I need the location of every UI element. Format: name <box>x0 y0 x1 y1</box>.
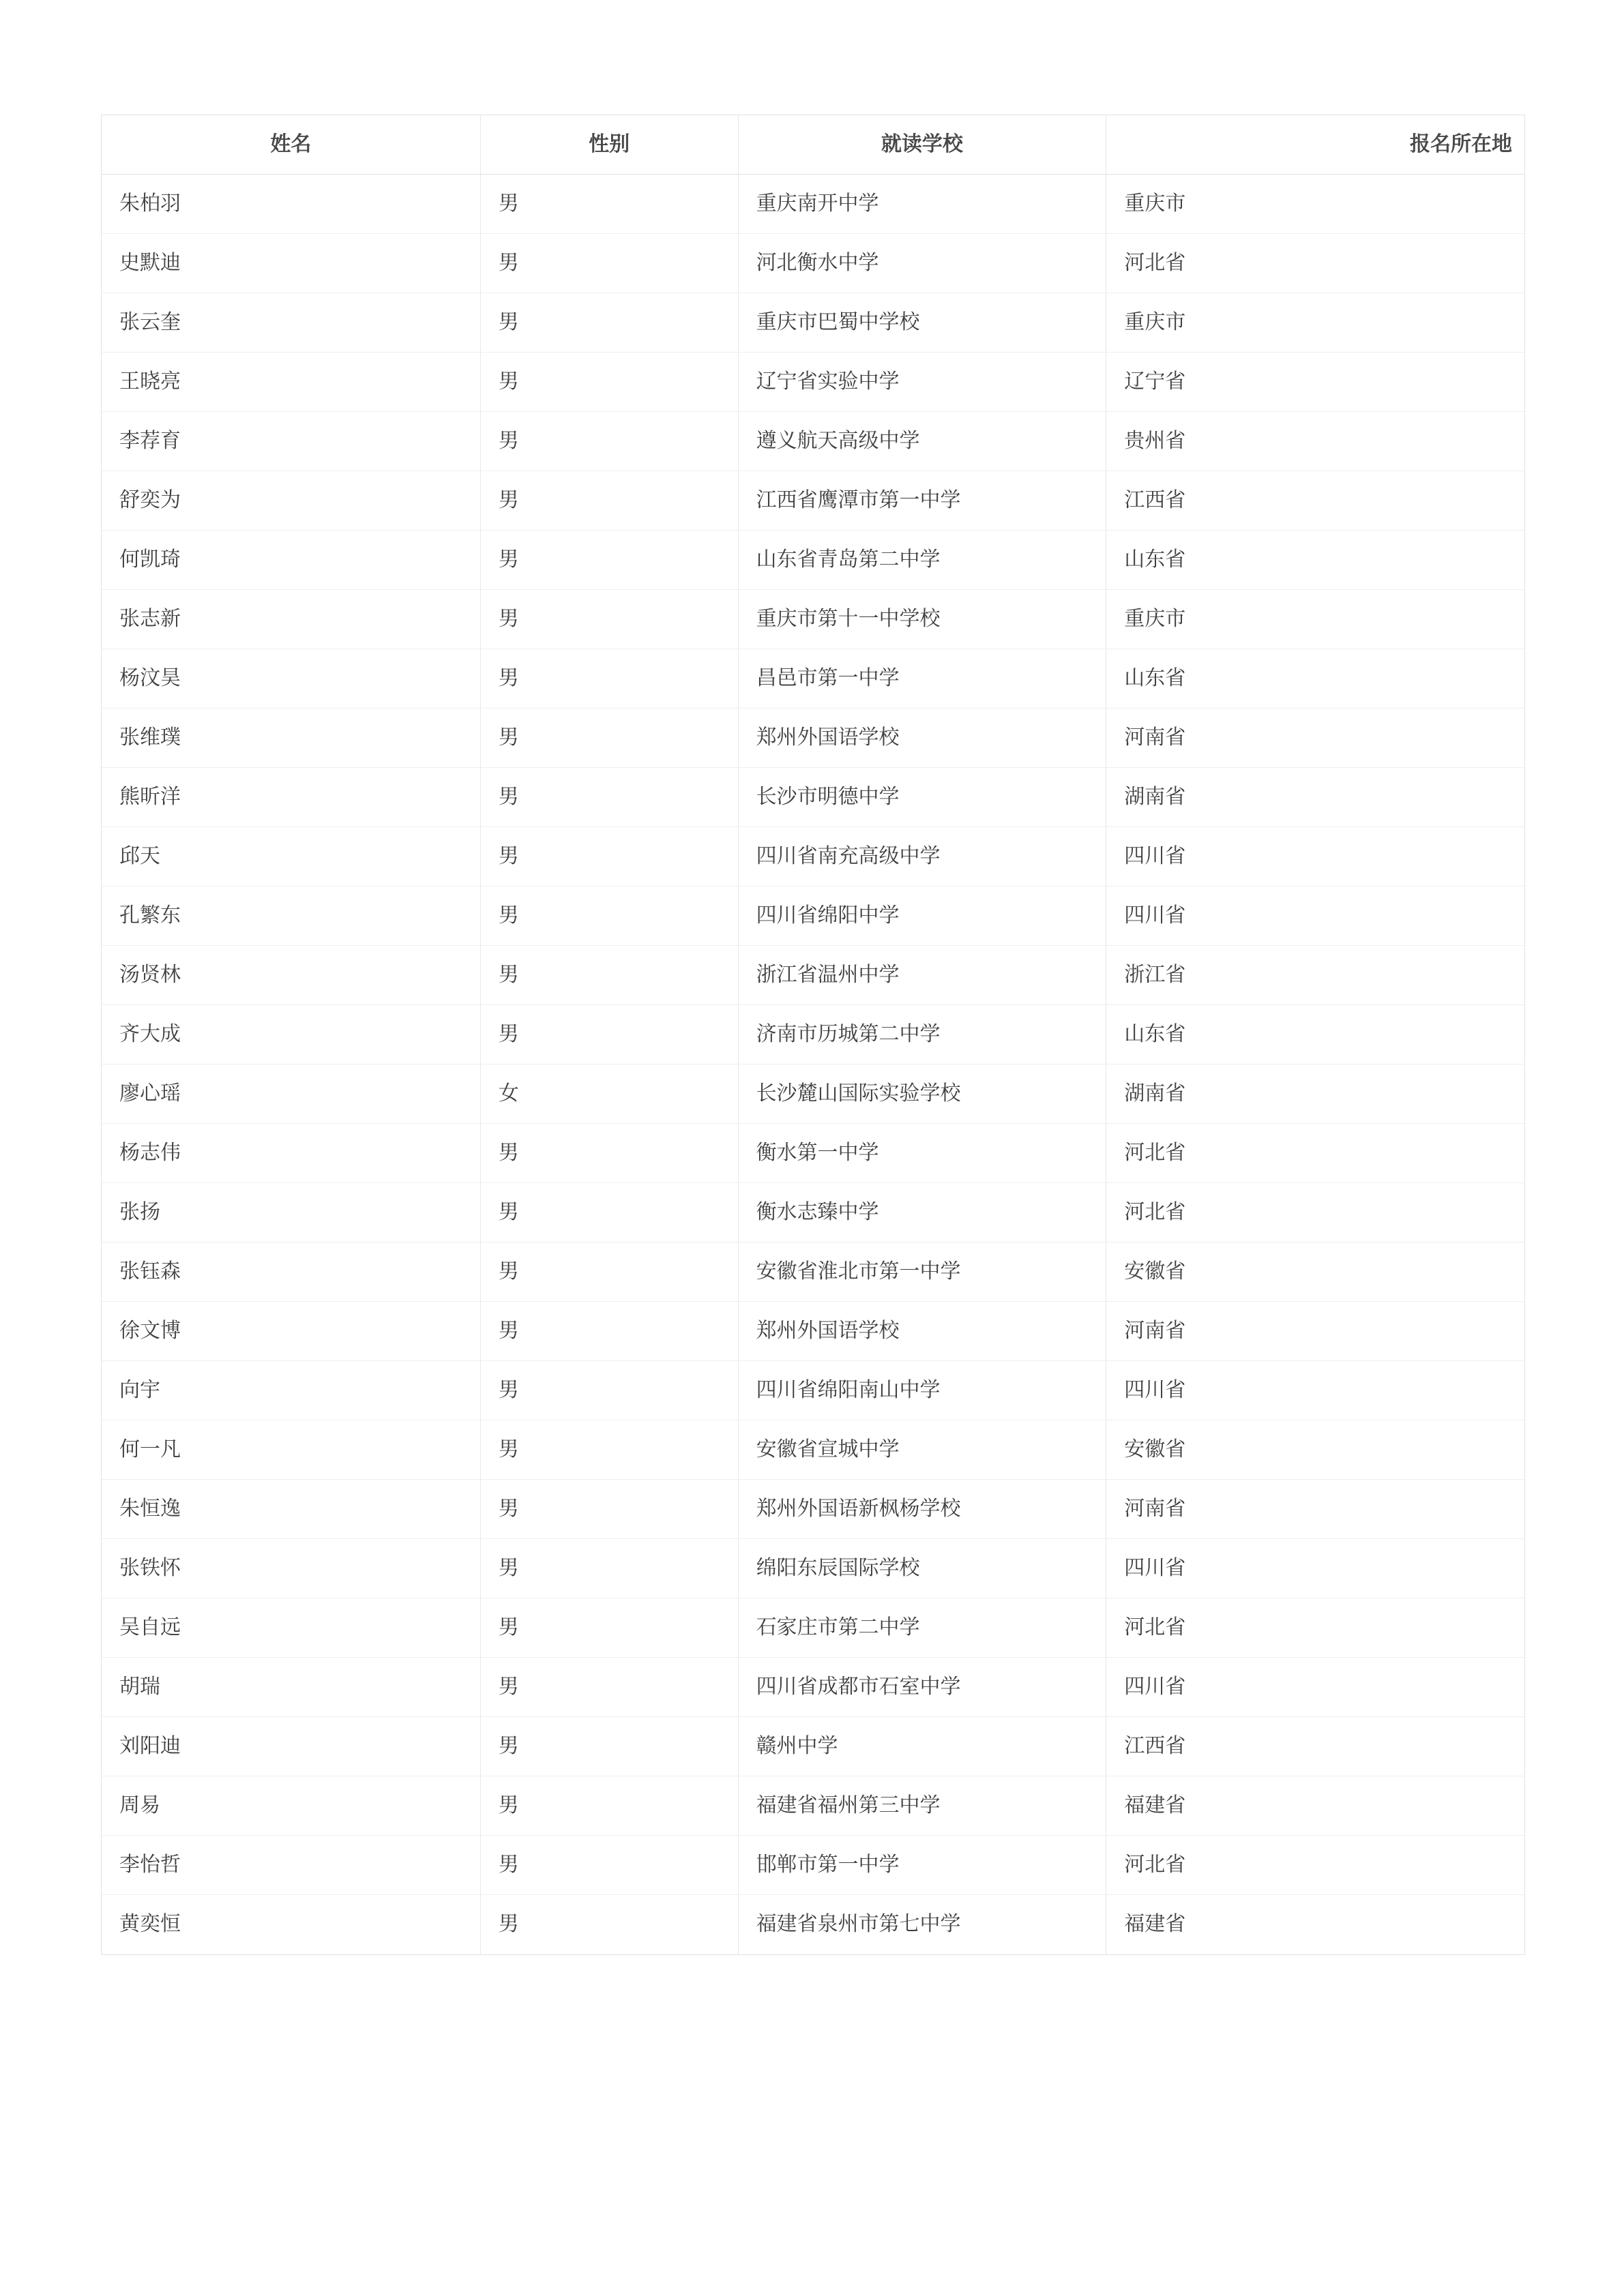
table-row <box>102 1836 1524 1895</box>
cell-gender: 男 <box>481 293 739 352</box>
cell-region: 重庆市 <box>1124 311 1186 333</box>
cell-name: 黄奕恒 <box>102 1895 481 1954</box>
cell-region: 河北省 <box>1124 1616 1186 1639</box>
cell-school: 昌邑市第一中学 <box>739 649 1107 708</box>
cell-gender: 女 <box>481 1064 739 1123</box>
cell-name: 孔繁东 <box>102 886 481 945</box>
cell-region: 四川省 <box>1124 845 1186 867</box>
cell-region: 河北省 <box>1124 1142 1186 1164</box>
cell-name: 张钰森 <box>102 1242 481 1301</box>
cell-gender: 男 <box>481 649 739 708</box>
cell-gender: 男 <box>481 590 739 648</box>
cell-school: 安徽省淮北市第一中学 <box>739 1242 1107 1301</box>
cell-gender: 男 <box>481 946 739 1004</box>
table-row <box>102 946 1524 1005</box>
cell-gender: 男 <box>481 1598 739 1657</box>
cell-region: 安徽省 <box>1124 1260 1186 1283</box>
table-row <box>102 1124 1524 1183</box>
cell-name: 朱恒逸 <box>102 1480 481 1538</box>
cell-region: 河南省 <box>1124 1320 1186 1342</box>
cell-name: 史默迪 <box>102 234 481 293</box>
cell-name: 邱天 <box>102 827 481 886</box>
column-header-name: 姓名 <box>102 115 481 174</box>
table-header-row <box>102 115 1524 175</box>
table-row <box>102 412 1524 471</box>
cell-gender: 男 <box>481 827 739 886</box>
table-row <box>102 293 1524 353</box>
table-row <box>102 1895 1524 1954</box>
cell-gender: 男 <box>481 1361 739 1420</box>
cell-name: 舒奕为 <box>102 471 481 530</box>
cell-region: 四川省 <box>1124 1557 1186 1579</box>
table-body <box>102 175 1524 1954</box>
cell-school: 山东省青岛第二中学 <box>739 531 1107 589</box>
cell-gender: 男 <box>481 412 739 471</box>
cell-school: 衡水第一中学 <box>739 1124 1107 1182</box>
cell-gender: 男 <box>481 1124 739 1182</box>
cell-name: 徐文博 <box>102 1302 481 1360</box>
cell-region: 山东省 <box>1124 1023 1186 1045</box>
cell-region: 湖南省 <box>1124 1082 1186 1105</box>
cell-school: 四川省成都市石室中学 <box>739 1658 1107 1716</box>
cell-school: 四川省绵阳南山中学 <box>739 1361 1107 1420</box>
cell-region: 四川省 <box>1124 904 1186 927</box>
cell-gender: 男 <box>481 175 739 233</box>
cell-gender: 男 <box>481 531 739 589</box>
cell-name: 周易 <box>102 1776 481 1835</box>
cell-school: 长沙市明德中学 <box>739 768 1107 826</box>
cell-region: 重庆市 <box>1124 608 1186 630</box>
cell-region: 重庆市 <box>1124 192 1186 215</box>
table-row <box>102 709 1524 768</box>
cell-region: 福建省 <box>1124 1913 1186 1935</box>
cell-school: 赣州中学 <box>739 1717 1107 1776</box>
table-row <box>102 1302 1524 1361</box>
cell-region: 四川省 <box>1124 1379 1186 1401</box>
cell-gender: 男 <box>481 353 739 411</box>
applicants-table <box>101 115 1525 1955</box>
cell-name: 何一凡 <box>102 1420 481 1479</box>
cell-region: 湖南省 <box>1124 786 1186 808</box>
table-row <box>102 1539 1524 1598</box>
cell-region: 四川省 <box>1124 1675 1186 1698</box>
cell-region: 河北省 <box>1124 1853 1186 1876</box>
table-row <box>102 1658 1524 1717</box>
cell-name: 杨汶昊 <box>102 649 481 708</box>
cell-name: 张志新 <box>102 590 481 648</box>
cell-name: 李荐育 <box>102 412 481 471</box>
cell-school: 浙江省温州中学 <box>739 946 1107 1004</box>
table-row <box>102 1480 1524 1539</box>
cell-region: 安徽省 <box>1124 1438 1186 1461</box>
cell-gender: 男 <box>481 1420 739 1479</box>
cell-region: 山东省 <box>1124 548 1186 571</box>
table-row <box>102 353 1524 412</box>
cell-name: 胡瑞 <box>102 1658 481 1716</box>
cell-school: 郑州外国语学校 <box>739 709 1107 767</box>
cell-school: 郑州外国语新枫杨学校 <box>739 1480 1107 1538</box>
cell-name: 朱柏羽 <box>102 175 481 233</box>
cell-region: 河南省 <box>1124 726 1186 749</box>
cell-gender: 男 <box>481 471 739 530</box>
table-row <box>102 827 1524 886</box>
cell-school: 四川省绵阳中学 <box>739 886 1107 945</box>
cell-school: 石家庄市第二中学 <box>739 1598 1107 1657</box>
table-row <box>102 886 1524 946</box>
cell-gender: 男 <box>481 1302 739 1360</box>
cell-school: 济南市历城第二中学 <box>739 1005 1107 1064</box>
cell-gender: 男 <box>481 1836 739 1894</box>
cell-gender: 男 <box>481 1005 739 1064</box>
cell-name: 汤贤林 <box>102 946 481 1004</box>
cell-gender: 男 <box>481 768 739 826</box>
cell-name: 李怡哲 <box>102 1836 481 1894</box>
cell-school: 重庆市第十一中学校 <box>739 590 1107 648</box>
cell-school: 四川省南充高级中学 <box>739 827 1107 886</box>
cell-gender: 男 <box>481 1658 739 1716</box>
cell-gender: 男 <box>481 709 739 767</box>
cell-gender: 男 <box>481 886 739 945</box>
table-row <box>102 1183 1524 1242</box>
cell-region: 江西省 <box>1124 1735 1186 1757</box>
table-row <box>102 1064 1524 1124</box>
cell-school: 安徽省宣城中学 <box>739 1420 1107 1479</box>
cell-name: 何凯琦 <box>102 531 481 589</box>
column-header-region: 报名所在地 <box>1410 133 1512 155</box>
cell-region: 河北省 <box>1124 252 1186 274</box>
cell-region: 河北省 <box>1124 1201 1186 1223</box>
cell-name: 张维璞 <box>102 709 481 767</box>
table-row <box>102 1598 1524 1658</box>
cell-region: 河南省 <box>1124 1497 1186 1520</box>
cell-name: 杨志伟 <box>102 1124 481 1182</box>
cell-name: 吴自远 <box>102 1598 481 1657</box>
cell-school: 绵阳东辰国际学校 <box>739 1539 1107 1598</box>
cell-region: 山东省 <box>1124 667 1186 689</box>
cell-school: 郑州外国语学校 <box>739 1302 1107 1360</box>
cell-name: 熊昕洋 <box>102 768 481 826</box>
table-row <box>102 531 1524 590</box>
table-row <box>102 234 1524 293</box>
cell-region: 浙江省 <box>1124 964 1186 986</box>
cell-name: 向宇 <box>102 1361 481 1420</box>
cell-name: 张扬 <box>102 1183 481 1242</box>
cell-gender: 男 <box>481 234 739 293</box>
cell-name: 张铁怀 <box>102 1539 481 1598</box>
cell-school: 重庆南开中学 <box>739 175 1107 233</box>
column-header-gender: 性别 <box>481 115 739 174</box>
cell-school: 福建省泉州市第七中学 <box>739 1895 1107 1954</box>
cell-gender: 男 <box>481 1717 739 1776</box>
cell-region: 贵州省 <box>1124 430 1186 452</box>
table-row <box>102 649 1524 709</box>
cell-name: 廖心瑶 <box>102 1064 481 1123</box>
cell-gender: 男 <box>481 1480 739 1538</box>
table-row <box>102 1361 1524 1420</box>
table-row <box>102 1420 1524 1480</box>
cell-name: 王晓亮 <box>102 353 481 411</box>
cell-school: 河北衡水中学 <box>739 234 1107 293</box>
cell-gender: 男 <box>481 1539 739 1598</box>
cell-school: 衡水志臻中学 <box>739 1183 1107 1242</box>
table-row <box>102 1005 1524 1064</box>
cell-school: 福建省福州第三中学 <box>739 1776 1107 1835</box>
column-header-school: 就读学校 <box>739 115 1107 174</box>
table-row <box>102 1776 1524 1836</box>
cell-region: 辽宁省 <box>1124 370 1186 393</box>
cell-school: 辽宁省实验中学 <box>739 353 1107 411</box>
table-row <box>102 471 1524 531</box>
table-row <box>102 1242 1524 1302</box>
cell-region: 福建省 <box>1124 1794 1186 1817</box>
table-row <box>102 590 1524 649</box>
cell-gender: 男 <box>481 1895 739 1954</box>
cell-school: 江西省鹰潭市第一中学 <box>739 471 1107 530</box>
table-row <box>102 768 1524 827</box>
cell-school: 长沙麓山国际实验学校 <box>739 1064 1107 1123</box>
cell-school: 重庆市巴蜀中学校 <box>739 293 1107 352</box>
cell-gender: 男 <box>481 1242 739 1301</box>
cell-name: 刘阳迪 <box>102 1717 481 1776</box>
table-row <box>102 1717 1524 1776</box>
cell-gender: 男 <box>481 1183 739 1242</box>
cell-school: 遵义航天高级中学 <box>739 412 1107 471</box>
cell-name: 张云奎 <box>102 293 481 352</box>
cell-school: 邯郸市第一中学 <box>739 1836 1107 1894</box>
cell-gender: 男 <box>481 1776 739 1835</box>
table-row <box>102 175 1524 234</box>
cell-region: 江西省 <box>1124 489 1186 511</box>
cell-name: 齐大成 <box>102 1005 481 1064</box>
